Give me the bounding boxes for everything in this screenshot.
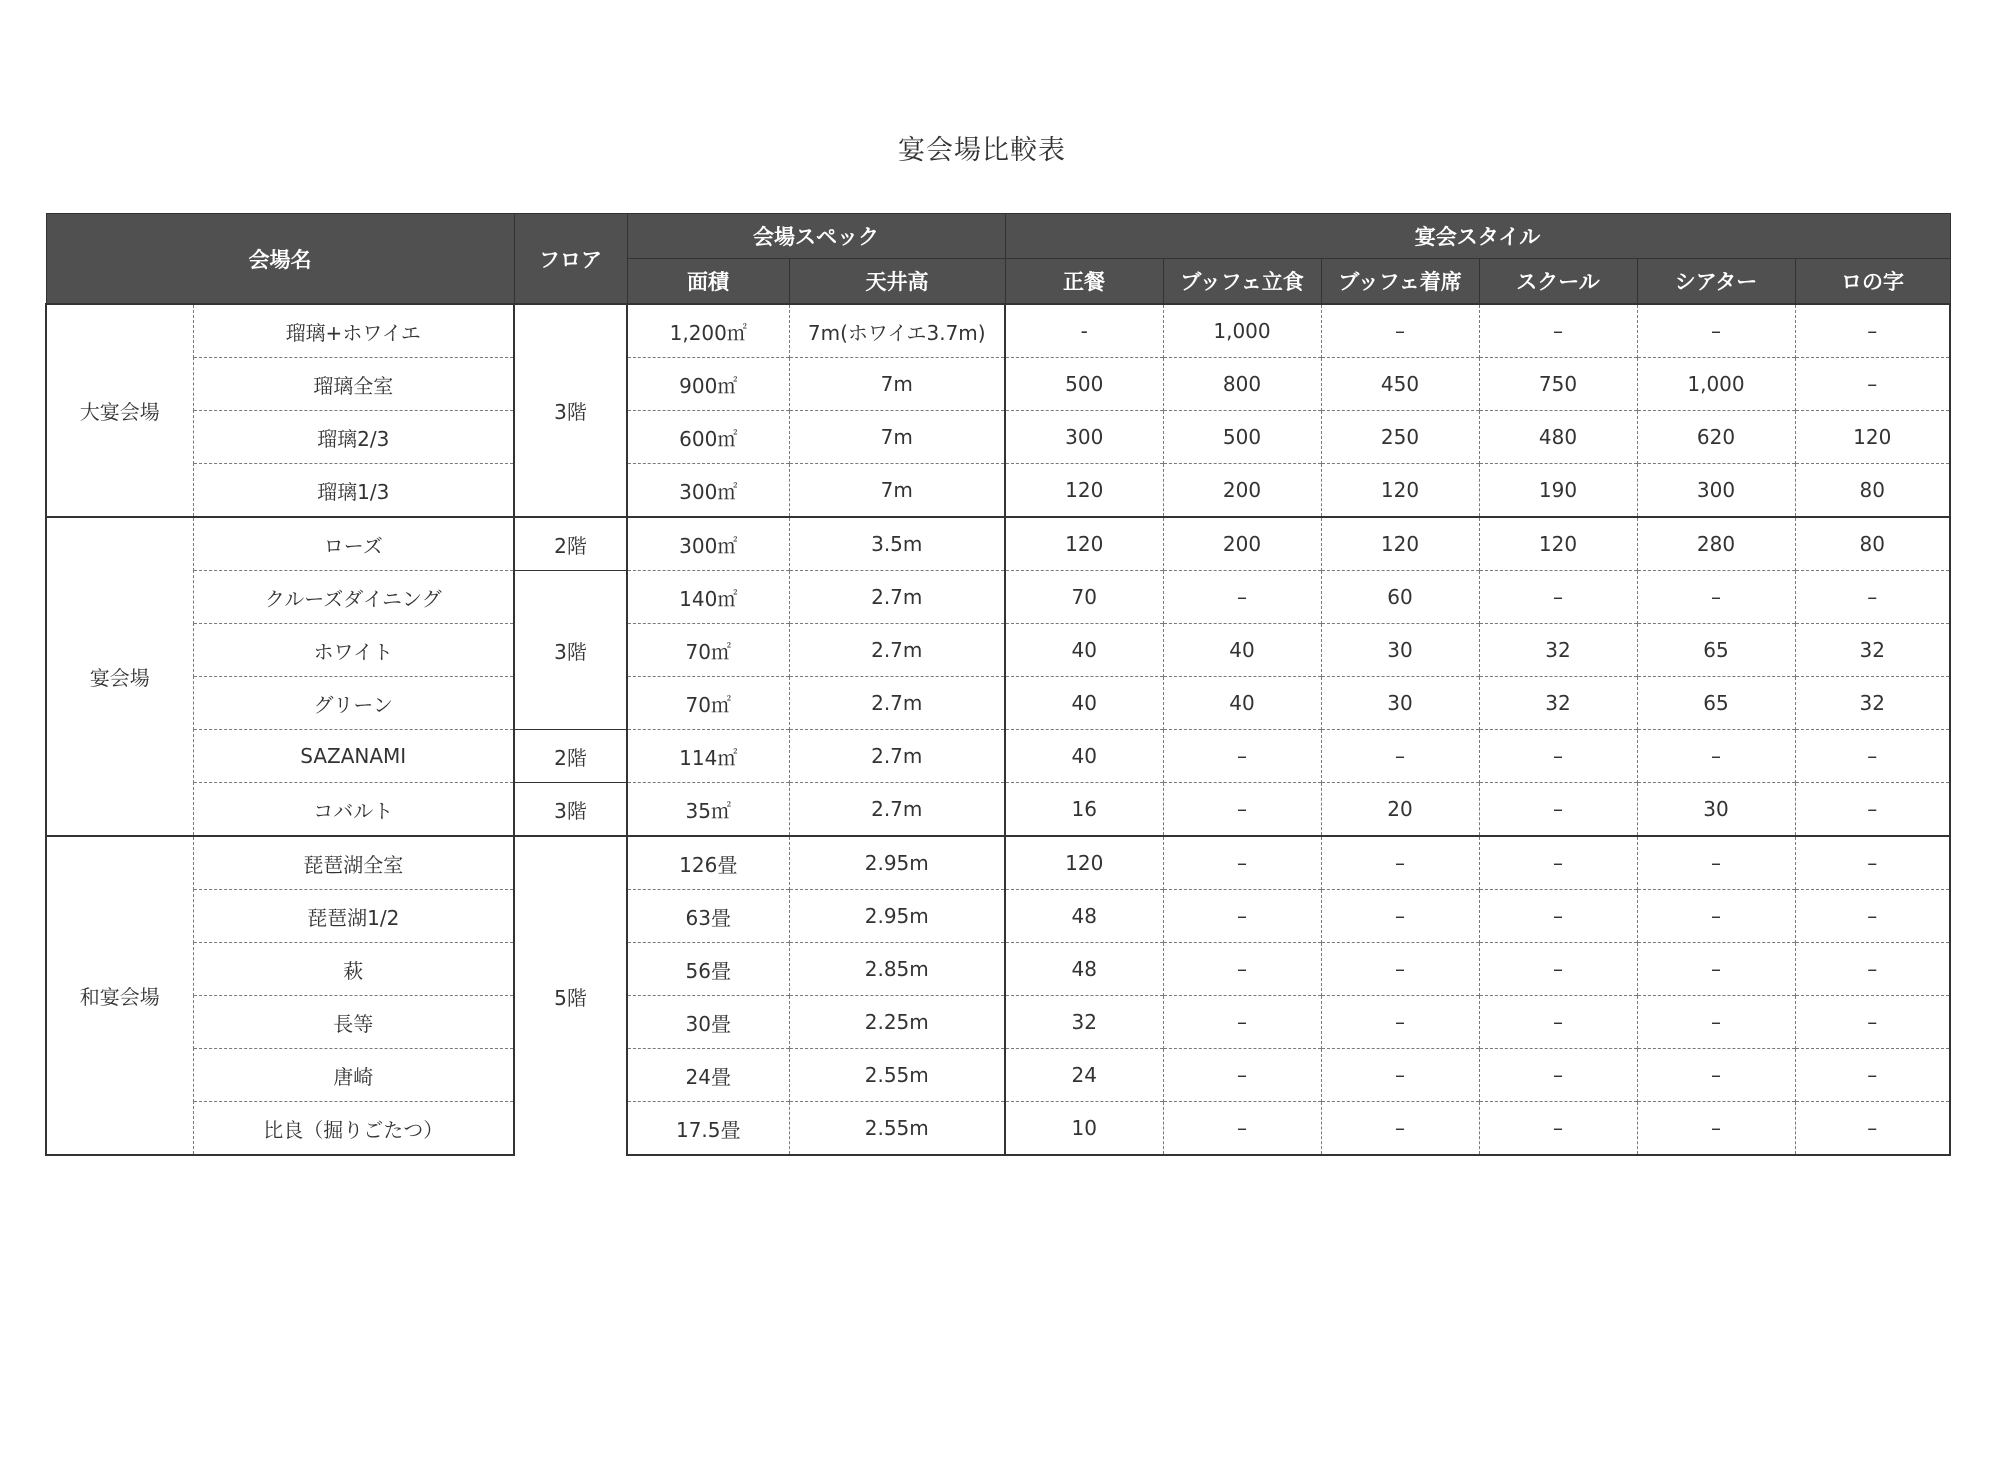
capacity-cell: – — [1637, 943, 1795, 996]
capacity-cell: 40 — [1005, 677, 1163, 730]
table-row — [46, 358, 1950, 411]
capacity-cell: 1,000 — [1637, 358, 1795, 411]
venue-name-cell: クルーズダイニング — [193, 571, 514, 624]
table-row — [46, 1102, 1950, 1156]
capacity-cell: – — [1321, 943, 1479, 996]
capacity-cell: – — [1321, 890, 1479, 943]
capacity-cell: – — [1321, 304, 1479, 358]
header-venue-name: 会場名 — [46, 214, 514, 305]
header-floor: フロア — [514, 214, 627, 305]
table-body — [46, 304, 1950, 1155]
capacity-cell: 48 — [1005, 943, 1163, 996]
floor-cell: 3階 — [514, 783, 627, 837]
capacity-cell: – — [1163, 836, 1321, 890]
venue-group-label: 宴会場 — [46, 517, 193, 836]
venue-name-cell: 瑠璃1/3 — [193, 464, 514, 518]
capacity-cell: – — [1795, 783, 1950, 837]
capacity-cell: – — [1163, 730, 1321, 783]
venue-name-cell: グリーン — [193, 677, 514, 730]
venue-group-label: 大宴会場 — [46, 304, 193, 517]
ceiling-cell: 7m — [789, 358, 1005, 411]
area-cell: 126畳 — [627, 836, 789, 890]
capacity-cell: – — [1479, 304, 1637, 358]
capacity-cell: 200 — [1163, 517, 1321, 571]
capacity-cell: 120 — [1321, 517, 1479, 571]
capacity-cell: 200 — [1163, 464, 1321, 518]
area-cell: 17.5畳 — [627, 1102, 789, 1156]
capacity-cell: – — [1637, 730, 1795, 783]
capacity-cell: – — [1637, 571, 1795, 624]
area-cell: 24畳 — [627, 1049, 789, 1102]
header-style-u-shape: ロの字 — [1795, 259, 1950, 305]
table-row — [46, 730, 1950, 783]
capacity-cell: 32 — [1795, 677, 1950, 730]
venue-name-cell: 萩 — [193, 943, 514, 996]
capacity-cell: – — [1795, 1102, 1950, 1156]
ceiling-cell: 2.55m — [789, 1049, 1005, 1102]
header-style-school: スクール — [1479, 259, 1637, 305]
capacity-cell: – — [1795, 1049, 1950, 1102]
capacity-cell: – — [1321, 1049, 1479, 1102]
floor-cell: 3階 — [514, 304, 627, 517]
capacity-cell: 30 — [1321, 677, 1479, 730]
capacity-cell: – — [1479, 571, 1637, 624]
capacity-cell: 30 — [1321, 624, 1479, 677]
ceiling-cell: 7m — [789, 411, 1005, 464]
capacity-cell: 120 — [1479, 517, 1637, 571]
capacity-cell: 40 — [1005, 730, 1163, 783]
capacity-cell: – — [1637, 304, 1795, 358]
capacity-cell: 120 — [1795, 411, 1950, 464]
venue-name-cell: 瑠璃2/3 — [193, 411, 514, 464]
area-cell: 114㎡ — [627, 730, 789, 783]
area-cell: 70㎡ — [627, 624, 789, 677]
ceiling-cell: 2.7m — [789, 677, 1005, 730]
capacity-cell: 20 — [1321, 783, 1479, 837]
capacity-cell: – — [1163, 996, 1321, 1049]
header-style-theater: シアター — [1637, 259, 1795, 305]
ceiling-cell: 2.25m — [789, 996, 1005, 1049]
ceiling-cell: 2.7m — [789, 571, 1005, 624]
capacity-cell: – — [1479, 783, 1637, 837]
capacity-cell: 60 — [1321, 571, 1479, 624]
area-cell: 30畳 — [627, 996, 789, 1049]
capacity-cell: – — [1795, 304, 1950, 358]
capacity-cell: 32 — [1795, 624, 1950, 677]
venue-name-cell: ホワイト — [193, 624, 514, 677]
table-row — [46, 1049, 1950, 1102]
header-style-group: 宴会スタイル — [1005, 214, 1950, 259]
capacity-cell: 480 — [1479, 411, 1637, 464]
capacity-cell: – — [1479, 1102, 1637, 1156]
capacity-cell: – — [1795, 996, 1950, 1049]
capacity-cell: – — [1479, 1049, 1637, 1102]
capacity-cell: – — [1795, 358, 1950, 411]
ceiling-cell: 3.5m — [789, 517, 1005, 571]
capacity-cell: – — [1795, 571, 1950, 624]
header-area: 面積 — [627, 259, 789, 305]
venue-name-cell: 琵琶湖1/2 — [193, 890, 514, 943]
venue-name-cell: ローズ — [193, 517, 514, 571]
table-row — [46, 890, 1950, 943]
capacity-cell: – — [1163, 571, 1321, 624]
area-cell: 35㎡ — [627, 783, 789, 837]
capacity-cell: – — [1163, 943, 1321, 996]
capacity-cell: 70 — [1005, 571, 1163, 624]
ceiling-cell: 2.95m — [789, 836, 1005, 890]
capacity-cell: 500 — [1163, 411, 1321, 464]
capacity-cell: 450 — [1321, 358, 1479, 411]
ceiling-cell: 2.85m — [789, 943, 1005, 996]
venue-comparison-table — [45, 213, 1951, 1156]
venue-name-cell: 長等 — [193, 996, 514, 1049]
table-row — [46, 624, 1950, 677]
capacity-cell: – — [1321, 836, 1479, 890]
floor-cell: 3階 — [514, 571, 627, 730]
header-spec-group: 会場スペック — [627, 214, 1005, 259]
capacity-cell: 24 — [1005, 1049, 1163, 1102]
ceiling-cell: 2.7m — [789, 624, 1005, 677]
capacity-cell: 80 — [1795, 517, 1950, 571]
table-row — [46, 464, 1950, 518]
table-row — [46, 411, 1950, 464]
area-cell: 1,200㎡ — [627, 304, 789, 358]
capacity-cell: 300 — [1637, 464, 1795, 518]
capacity-cell: – — [1637, 890, 1795, 943]
capacity-cell: 120 — [1005, 517, 1163, 571]
venue-name-cell: 琵琶湖全室 — [193, 836, 514, 890]
area-cell: 63畳 — [627, 890, 789, 943]
venue-name-cell: 瑠璃全室 — [193, 358, 514, 411]
floor-cell: 2階 — [514, 730, 627, 783]
floor-cell: 2階 — [514, 517, 627, 571]
header-ceiling: 天井高 — [789, 259, 1005, 305]
table-row — [46, 996, 1950, 1049]
capacity-cell: 120 — [1005, 464, 1163, 518]
capacity-cell: 40 — [1005, 624, 1163, 677]
capacity-cell: – — [1637, 836, 1795, 890]
capacity-cell: – — [1479, 996, 1637, 1049]
table-row — [46, 783, 1950, 837]
capacity-cell: – — [1795, 730, 1950, 783]
capacity-cell: 280 — [1637, 517, 1795, 571]
header-style-buffet-standing: ブッフェ立食 — [1163, 259, 1321, 305]
capacity-cell: 65 — [1637, 624, 1795, 677]
capacity-cell: – — [1637, 1049, 1795, 1102]
capacity-cell: – — [1479, 730, 1637, 783]
capacity-cell: – — [1479, 836, 1637, 890]
venue-name-cell: コバルト — [193, 783, 514, 837]
capacity-cell: 40 — [1163, 677, 1321, 730]
ceiling-cell: 2.55m — [789, 1102, 1005, 1156]
capacity-cell: – — [1163, 783, 1321, 837]
table-row — [46, 571, 1950, 624]
capacity-cell: – — [1637, 1102, 1795, 1156]
capacity-cell: – — [1795, 943, 1950, 996]
capacity-cell: 32 — [1479, 624, 1637, 677]
capacity-cell: 300 — [1005, 411, 1163, 464]
capacity-cell: 80 — [1795, 464, 1950, 518]
table-row — [46, 943, 1950, 996]
venue-name-cell: 比良（掘りごたつ） — [193, 1102, 514, 1156]
capacity-cell: 800 — [1163, 358, 1321, 411]
area-cell: 140㎡ — [627, 571, 789, 624]
capacity-cell: 48 — [1005, 890, 1163, 943]
area-cell: 56畳 — [627, 943, 789, 996]
floor-cell: 5階 — [514, 836, 627, 1155]
page-title: 宴会場比較表 — [898, 135, 1066, 166]
area-cell: 300㎡ — [627, 517, 789, 571]
header-row-top — [46, 214, 1950, 259]
ceiling-cell: 7m(ホワイエ3.7m) — [789, 304, 1005, 358]
capacity-cell: – — [1479, 890, 1637, 943]
area-cell: 300㎡ — [627, 464, 789, 518]
venue-name-cell: SAZANAMI — [193, 730, 514, 783]
capacity-cell: – — [1321, 730, 1479, 783]
ceiling-cell: 2.95m — [789, 890, 1005, 943]
capacity-cell: 120 — [1005, 836, 1163, 890]
capacity-cell: – — [1163, 1049, 1321, 1102]
ceiling-cell: 2.7m — [789, 783, 1005, 837]
table-row — [46, 517, 1950, 571]
capacity-cell: 750 — [1479, 358, 1637, 411]
ceiling-cell: 7m — [789, 464, 1005, 518]
capacity-cell: 32 — [1479, 677, 1637, 730]
table-row — [46, 677, 1950, 730]
capacity-cell: 30 — [1637, 783, 1795, 837]
table-row — [46, 836, 1950, 890]
venue-name-cell: 唐崎 — [193, 1049, 514, 1102]
capacity-cell: 500 — [1005, 358, 1163, 411]
capacity-cell: 16 — [1005, 783, 1163, 837]
table-row — [46, 304, 1950, 358]
capacity-cell: 120 — [1321, 464, 1479, 518]
area-cell: 70㎡ — [627, 677, 789, 730]
capacity-cell: – — [1479, 943, 1637, 996]
capacity-cell: - — [1005, 304, 1163, 358]
capacity-cell: – — [1321, 1102, 1479, 1156]
header-style-buffet-seated: ブッフェ着席 — [1321, 259, 1479, 305]
capacity-cell: – — [1795, 890, 1950, 943]
capacity-cell: – — [1163, 890, 1321, 943]
capacity-cell: 190 — [1479, 464, 1637, 518]
capacity-cell: 250 — [1321, 411, 1479, 464]
header-style-formal: 正餐 — [1005, 259, 1163, 305]
ceiling-cell: 2.7m — [789, 730, 1005, 783]
capacity-cell: – — [1163, 1102, 1321, 1156]
capacity-cell: – — [1637, 996, 1795, 1049]
capacity-cell: 40 — [1163, 624, 1321, 677]
venue-name-cell: 瑠璃+ホワイエ — [193, 304, 514, 358]
capacity-cell: 1,000 — [1163, 304, 1321, 358]
capacity-cell: 65 — [1637, 677, 1795, 730]
venue-group-label: 和宴会場 — [46, 836, 193, 1155]
capacity-cell: – — [1795, 836, 1950, 890]
capacity-cell: 32 — [1005, 996, 1163, 1049]
area-cell: 600㎡ — [627, 411, 789, 464]
area-cell: 900㎡ — [627, 358, 789, 411]
capacity-cell: – — [1321, 996, 1479, 1049]
capacity-cell: 620 — [1637, 411, 1795, 464]
capacity-cell: 10 — [1005, 1102, 1163, 1156]
